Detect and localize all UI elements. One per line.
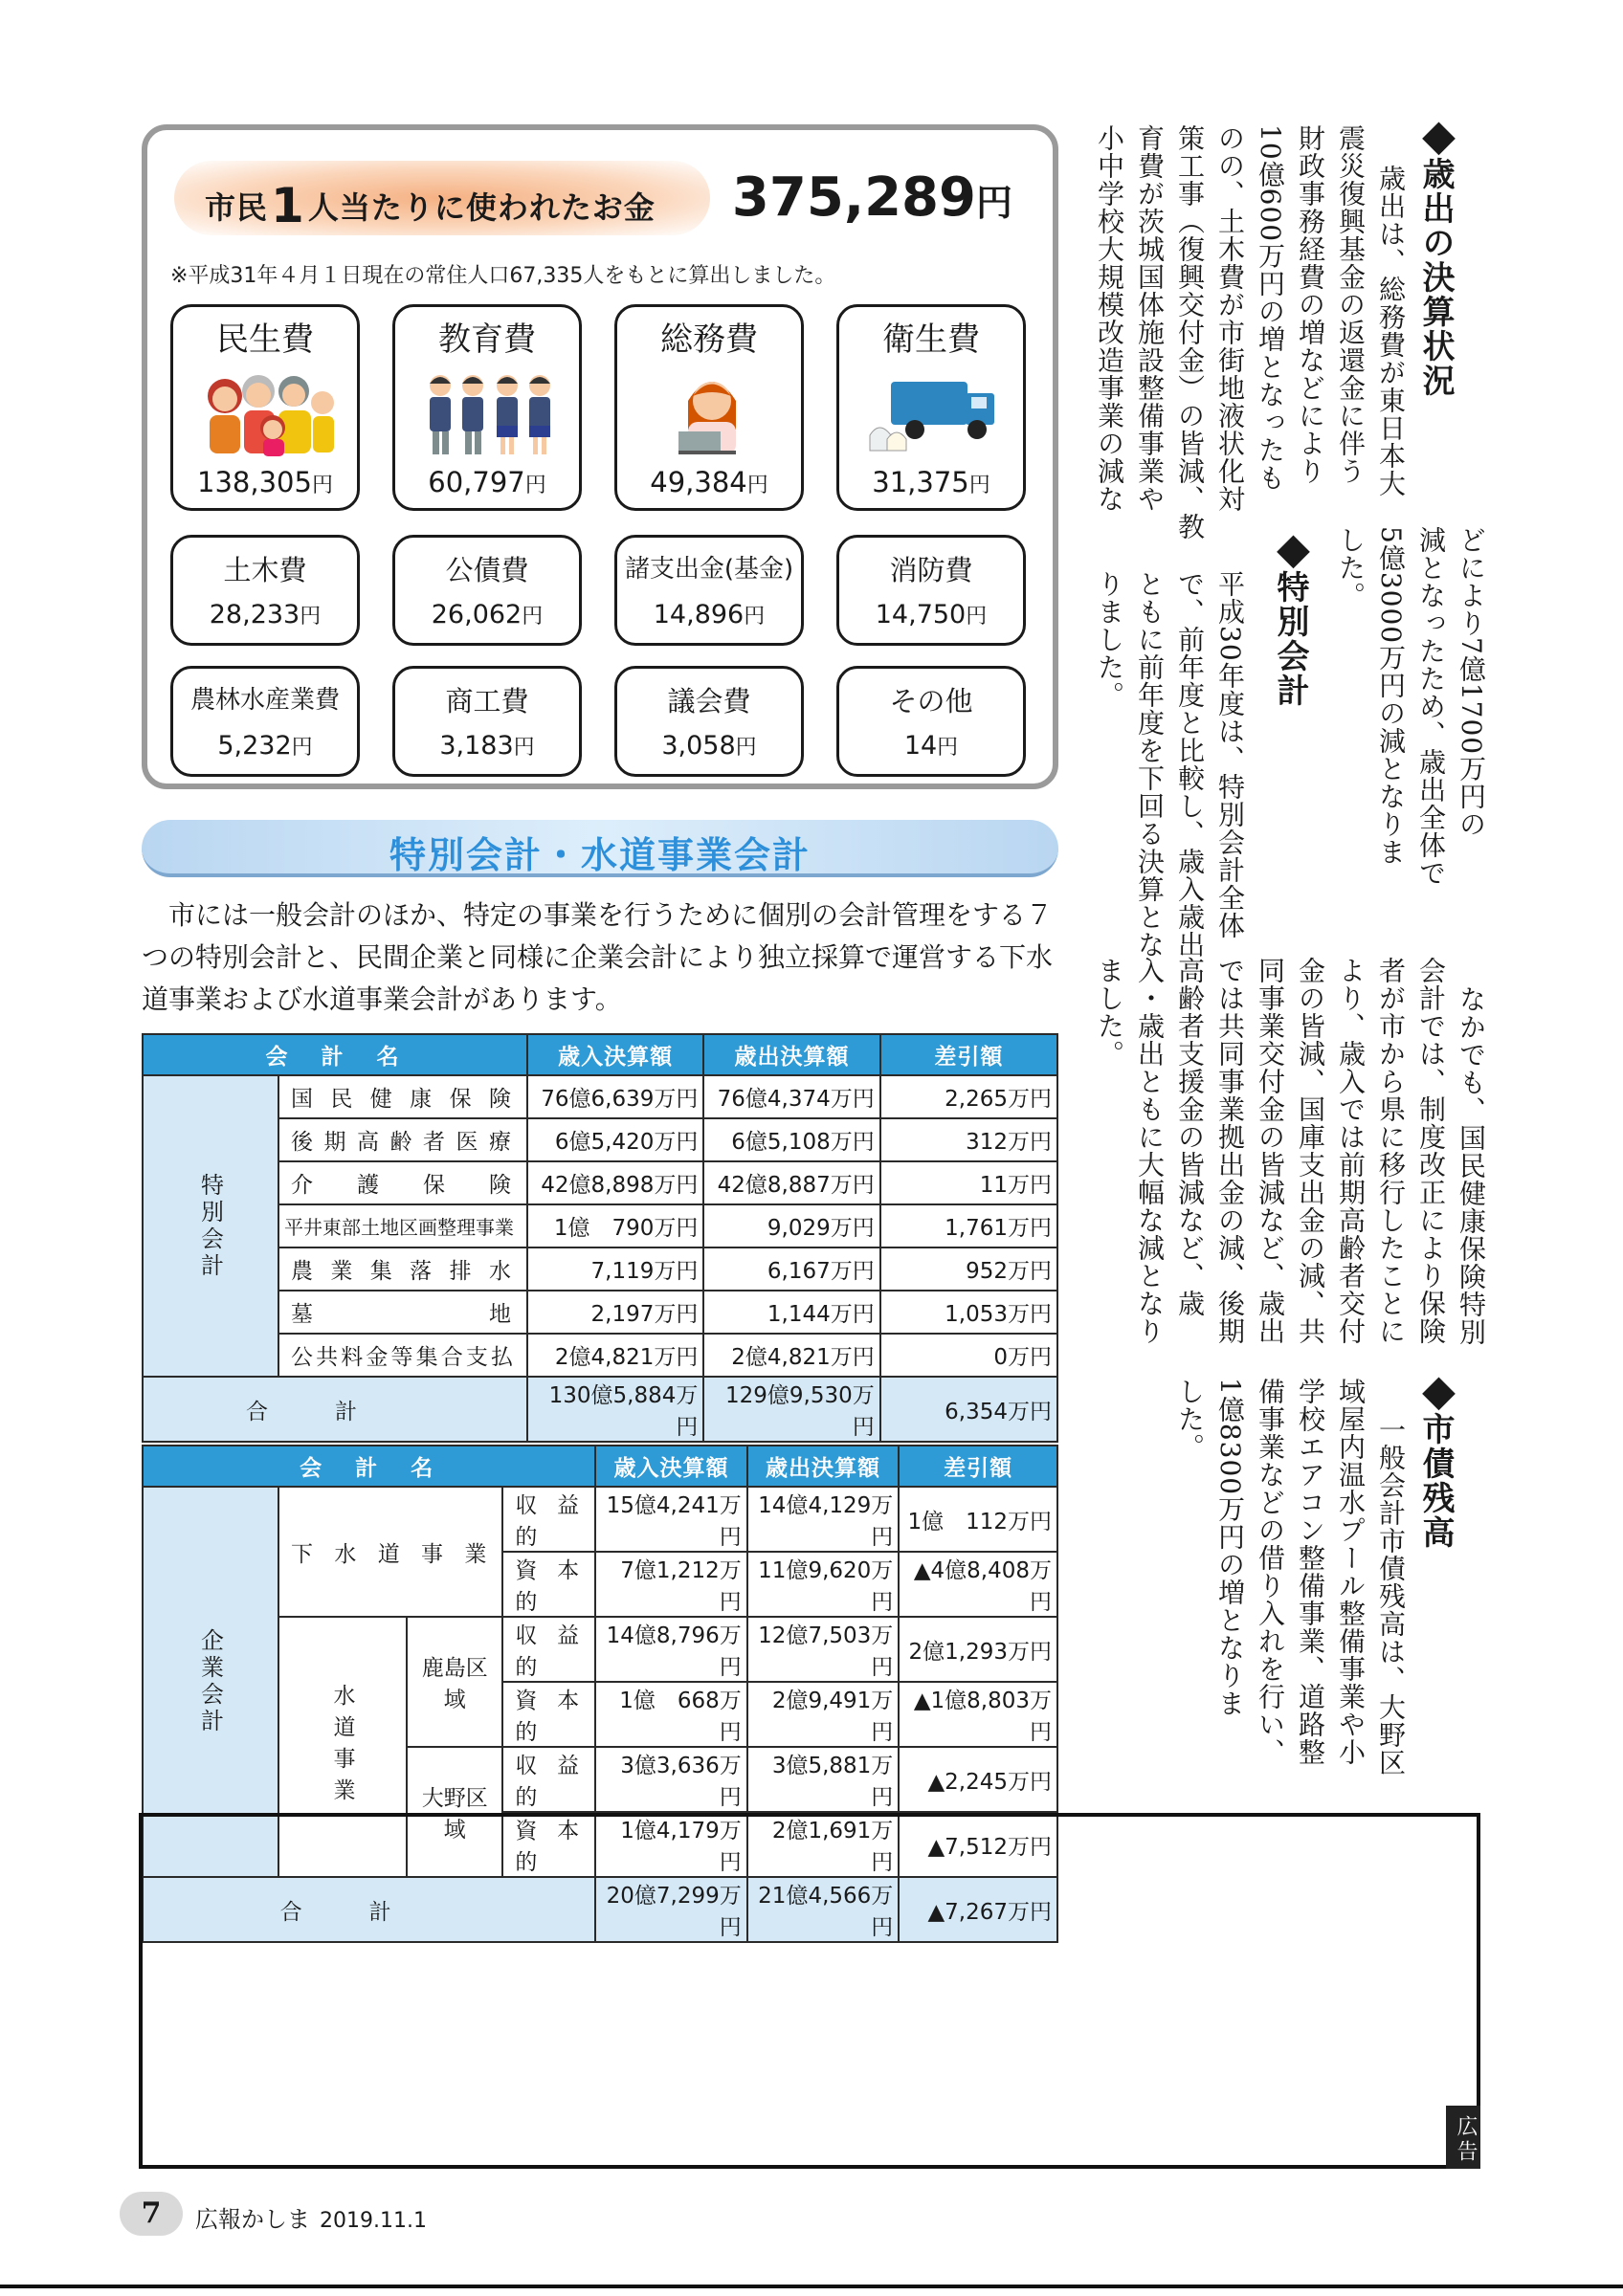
- per-capita-title: 市民1人当たりに使われたお金: [205, 178, 656, 233]
- heading-expenditure: ◆歳出の決算状況: [1417, 122, 1454, 398]
- per-capita-total: 375,289円: [731, 166, 1012, 229]
- category-card-welfare: 民生費 138,305円: [170, 304, 360, 511]
- category-card-civil-engineering: 土木費 28,233円: [170, 535, 360, 646]
- family-illustration-icon: [196, 363, 340, 458]
- category-card-sanitation: 衛生費 31,375円: [836, 304, 1026, 511]
- ad-label: 広告: [1446, 2106, 1480, 2169]
- page-number: 7: [120, 2192, 183, 2236]
- bottom-rule: [0, 2285, 1623, 2288]
- category-card-assembly: 議会費 3,058円: [614, 666, 804, 777]
- table-total-row: 合計 130億5,884万円 129億9,530万円 6,354万円: [143, 1377, 1057, 1442]
- category-card-general-affairs: 総務費 49,384円: [614, 304, 804, 511]
- section-title: 特別会計・水道事業会計: [389, 834, 811, 876]
- table-row: 農業集落排水 7,119万円 6,167万円 952万円: [143, 1247, 1057, 1291]
- table-row: 墓地 2,197万円 1,144万円 1,053万円: [143, 1291, 1057, 1334]
- table-header-row: 会 計 名 歳入決算額 歳出決算額 差引額: [143, 1446, 1057, 1487]
- category-card-commerce: 商工費 3,183円: [392, 666, 582, 777]
- group-label: 企業会計: [143, 1487, 278, 1877]
- students-illustration-icon: [418, 363, 562, 458]
- table-row: 介護保険 42億8,898万円 42億8,887万円 11万円: [143, 1161, 1057, 1204]
- category-card-public-debt: 公債費 26,062円: [392, 535, 582, 646]
- heading-special-accounts: ◆特別会計: [1272, 536, 1308, 708]
- table-row: 後期高齢者医療 6億5,420万円 6億5,108万円 312万円: [143, 1118, 1057, 1161]
- table-row: 平井東部土地区画整理事業 1億 790万円 9,029万円 1,761万円: [143, 1204, 1057, 1247]
- office-worker-illustration-icon: [640, 363, 784, 458]
- per-capita-note: ※平成31年４月１日現在の常住人口67,335人をもとに算出しました。: [170, 264, 836, 288]
- table-row: 公共料金等集合支払 2億4,821万円 2億4,821万円 0万円: [143, 1334, 1057, 1377]
- table-row: 企業会計 下水道事業 収益的 15億4,241万円 14億4,129万円 1億 112万円: [143, 1487, 1057, 1552]
- section-intro: 市には一般会計のほか、特定の事業を行うために個別の会計管理をする７つの特別会計と、民間企業と同様に企業会計により独立採算で運営する下水道事業および水道事業会計があります。: [142, 899, 1054, 1015]
- per-capita-box: [142, 124, 1058, 789]
- table-row: 特別会計 国民健康保険 76億6,639万円 76億4,374万円 2,265万円: [143, 1075, 1057, 1118]
- advertisement-area[interactable]: [139, 1813, 1480, 2169]
- table-row: 資本的 1億4,179万円 2億1,691万円 ▲7,512万円: [143, 1812, 1057, 1877]
- table-total-row: 合計 20億7,299万円 21億4,566万円 ▲7,267万円: [143, 1877, 1057, 1942]
- category-card-education: 教育費 60,797円: [392, 304, 582, 511]
- table-row: 水道事業 鹿島区域 収益的 14億8,796万円 12億7,503万円 2億1,293万円: [143, 1617, 1057, 1682]
- section-banner: [142, 820, 1058, 877]
- category-card-agriculture: 農林水産業費 5,232円: [170, 666, 360, 777]
- footer-publication: 広報かしま 2019.11.1: [195, 2206, 427, 2233]
- special-accounts-table: [142, 1033, 1058, 1443]
- category-card-fire: 消防費 14,750円: [836, 535, 1026, 646]
- group-label: 特別会計: [143, 1075, 278, 1377]
- table-row: 大野区域 収益的 3億3,636万円 3億5,881万円 ▲2,245万円: [143, 1747, 1057, 1812]
- category-card-misc-fund: 諸支出金(基金) 14,896円: [614, 535, 804, 646]
- heading-municipal-bonds: ◆市債残高: [1417, 1378, 1454, 1550]
- table-row: 資本的 7億1,212万円 11億9,620万円 ▲4億8,408万円: [143, 1552, 1057, 1617]
- table-header-row: 会 計 名 歳入決算額 歳出決算額 差引額: [143, 1034, 1057, 1075]
- category-card-other: その他 14円: [836, 666, 1026, 777]
- table-row: 資本的 1億 668万円 2億9,491万円 ▲1億8,803万円: [143, 1682, 1057, 1747]
- garbage-truck-illustration-icon: [862, 363, 1006, 458]
